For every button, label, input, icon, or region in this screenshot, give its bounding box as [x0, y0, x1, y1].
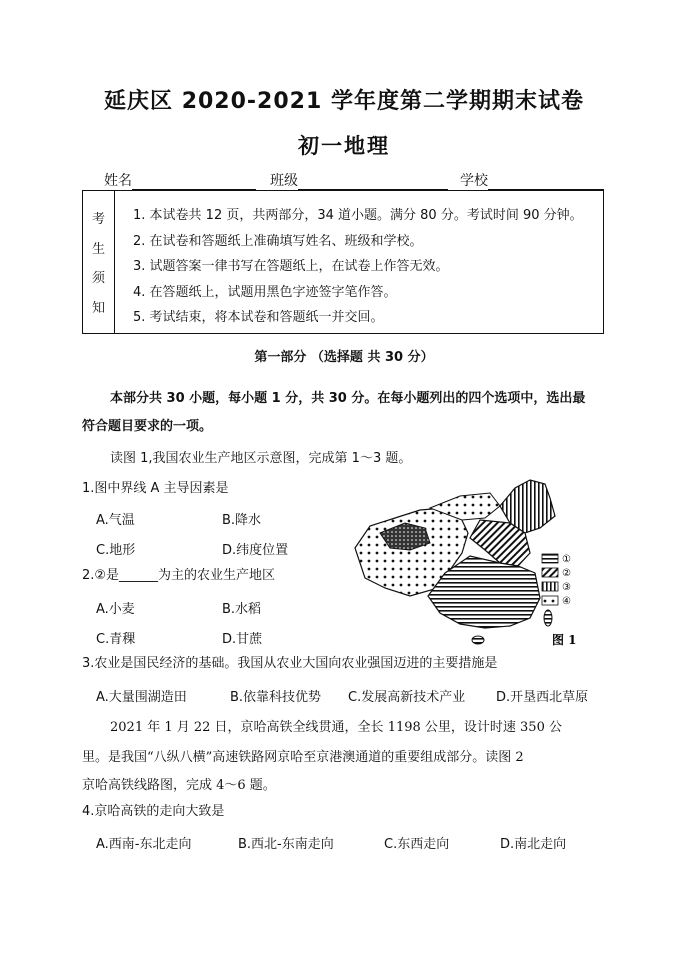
question-4-stem: 4.京哈高铁的走向大致是	[82, 804, 225, 819]
question-3-stem: 3.农业是国民经济的基础。我国从农业大国向农业强国迈进的主要措施是	[82, 656, 498, 671]
q1-option-b: B.降水	[222, 513, 262, 528]
read-instruction: 读图 1,我国农业生产地区示意图，完成第 1～3 题。	[110, 451, 412, 466]
notice-item: 5. 考试结束，将本试卷和答题纸一并交回。	[133, 310, 384, 325]
passage-line1: 2021 年 1 月 22 日，京哈高铁全线贯通，全长 1198 公里，设计时速 350 公	[110, 720, 562, 735]
exam-subtitle: 初一地理	[298, 134, 390, 158]
legend-label: ④	[562, 596, 571, 607]
map-legend	[542, 554, 571, 607]
section-intro-line2: 符合题目要求的一项。	[82, 419, 213, 434]
q2-option-b: B.水稻	[222, 602, 262, 617]
passage-line3: 京哈高铁线路图，完成 4～6 题。	[82, 778, 276, 793]
name-blank	[132, 173, 256, 190]
q1-option-c: C.地形	[96, 543, 136, 558]
legend-label: ③	[562, 582, 571, 593]
q2-option-a: A.小麦	[96, 602, 135, 617]
exam-title: 延庆区 2020-2021 学年度第二学期期末试卷	[104, 89, 584, 114]
notice-label-char: 须	[91, 271, 105, 287]
class-label: 班级	[270, 173, 298, 189]
name-field	[104, 170, 256, 190]
q3-option-b: B.依靠科技优势	[230, 690, 322, 705]
q4-option-d: D.南北走向	[500, 837, 567, 852]
notice-item: 3. 试题答案一律书写在答题纸上，在试卷上作答无效。	[133, 259, 449, 274]
q1-option-d: D.纬度位置	[222, 543, 289, 558]
section-intro-line1: 本部分共 30 小题，每小题 1 分，共 30 分。在每小题列出的四个选项中，选出最	[110, 391, 586, 406]
q2-option-c: C.青稞	[96, 632, 136, 647]
q3-option-d: D.开垦西北草原	[496, 690, 589, 705]
figure-caption: 图 1	[552, 633, 577, 647]
q3-option-a: A.大量围湖造田	[96, 690, 187, 705]
school-field	[460, 170, 604, 190]
candidate-notice-box	[82, 190, 604, 334]
q2-option-d: D.甘蔗	[222, 632, 263, 647]
section-heading: 第一部分 （选择题 共 30 分）	[254, 350, 434, 365]
passage-line2: 里。是我国“八纵八横”高速铁路网京哈至京港澳通道的重要组成部分。读图 2	[82, 750, 524, 765]
notice-item: 4. 在答题纸上，试题用黑色字迹签字笔作答。	[133, 284, 397, 300]
q3-option-c: C.发展高新技术产业	[348, 690, 466, 705]
notice-label-char: 生	[91, 241, 105, 257]
notice-label	[83, 191, 115, 333]
notice-item: 1. 本试卷共 12 页，共两部分，34 道小题。满分 80 分。考试时间 90 分钟。	[133, 208, 583, 223]
question-1-stem: 1.图中界线 A 主导因素是	[82, 481, 229, 496]
q4-option-a: A.西南-东北走向	[96, 837, 192, 852]
question-2-stem: 2.②是______为主的农业生产地区	[82, 568, 276, 583]
name-label: 姓名	[104, 173, 132, 189]
china-agriculture-map	[350, 478, 610, 658]
legend-label: ①	[562, 554, 571, 565]
legend-label: ②	[562, 568, 571, 579]
school-blank	[488, 173, 604, 190]
notice-items	[133, 203, 583, 331]
school-label: 学校	[460, 173, 488, 189]
q4-option-c: C.东西走向	[384, 837, 450, 852]
class-field	[270, 170, 448, 190]
class-blank	[298, 173, 448, 190]
q1-option-a: A.气温	[96, 513, 135, 528]
q4-option-b: B.西北-东南走向	[238, 837, 334, 852]
notice-label-char: 考	[91, 212, 105, 228]
notice-label-char: 知	[91, 300, 105, 316]
notice-item: 2. 在试卷和答题纸上准确填写姓名、班级和学校。	[133, 233, 423, 249]
